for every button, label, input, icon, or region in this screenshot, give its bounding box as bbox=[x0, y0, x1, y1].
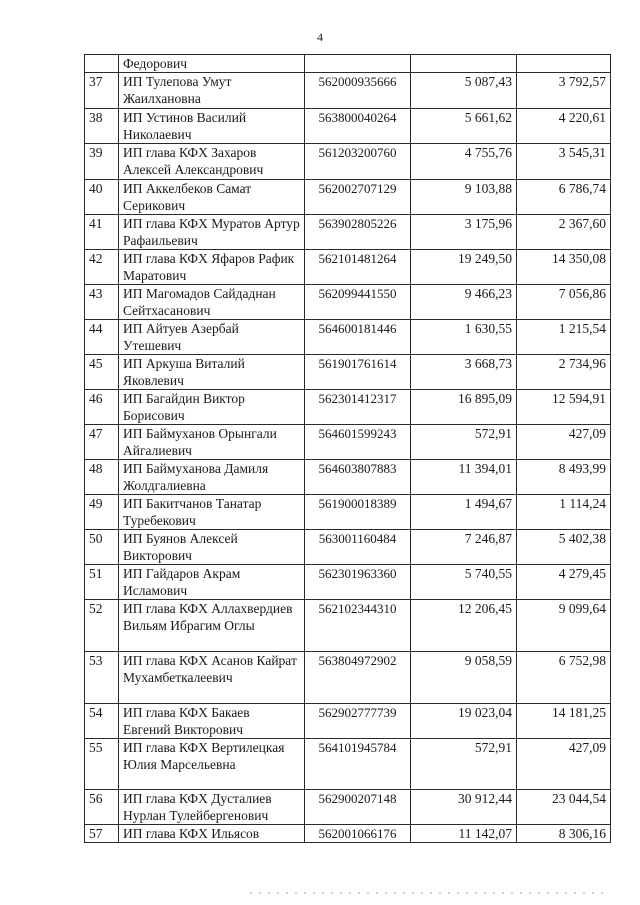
amount-subsidy: 9 099,64 bbox=[517, 600, 611, 652]
row-number: 42 bbox=[85, 250, 119, 285]
amount-total: 19 249,50 bbox=[411, 250, 517, 285]
registry-table bbox=[84, 54, 611, 843]
table-row bbox=[85, 73, 611, 109]
amount-subsidy: 7 056,86 bbox=[517, 285, 611, 320]
table-row bbox=[85, 825, 611, 843]
amount-total: 3 668,73 bbox=[411, 355, 517, 390]
row-number: 46 bbox=[85, 390, 119, 425]
inn-number: 561900018389 bbox=[305, 495, 411, 530]
inn-number: 564600181446 bbox=[305, 320, 411, 355]
row-number: 56 bbox=[85, 790, 119, 825]
amount-total: 11 394,01 bbox=[411, 460, 517, 495]
amount-subsidy: 12 594,91 bbox=[517, 390, 611, 425]
entrepreneur-name: ИП глава КФХ Муратов Артур Рафаильевич bbox=[119, 215, 305, 250]
amount-subsidy: 8 306,16 bbox=[517, 825, 611, 843]
table-row bbox=[85, 565, 611, 600]
scan-artifact-line bbox=[250, 892, 610, 894]
row-number: 51 bbox=[85, 565, 119, 600]
inn-number: 562900207148 bbox=[305, 790, 411, 825]
inn-number: 562099441550 bbox=[305, 285, 411, 320]
page-number: 4 bbox=[317, 30, 323, 44]
table-row bbox=[85, 600, 611, 652]
amount-total bbox=[411, 55, 517, 73]
row-number: 41 bbox=[85, 215, 119, 250]
amount-subsidy: 6 752,98 bbox=[517, 652, 611, 704]
inn-number: 562301412317 bbox=[305, 390, 411, 425]
table-row bbox=[85, 704, 611, 739]
amount-subsidy: 3 792,57 bbox=[517, 73, 611, 109]
entrepreneur-name: ИП глава КФХ Аллахвердиев Вильям Ибрагим Оглы bbox=[119, 600, 305, 652]
entrepreneur-name: ИП Баймуханова Дамиля Жолдгалиевна bbox=[119, 460, 305, 495]
table-row bbox=[85, 109, 611, 144]
inn-number: 563001160484 bbox=[305, 530, 411, 565]
amount-subsidy: 427,09 bbox=[517, 425, 611, 460]
inn-number: 561203200760 bbox=[305, 144, 411, 180]
row-number: 48 bbox=[85, 460, 119, 495]
inn-number: 564101945784 bbox=[305, 739, 411, 790]
row-number: 39 bbox=[85, 144, 119, 180]
inn-number: 562102344310 bbox=[305, 600, 411, 652]
inn-number: 562002707129 bbox=[305, 180, 411, 215]
row-number: 44 bbox=[85, 320, 119, 355]
row-number: 55 bbox=[85, 739, 119, 790]
amount-total: 5 087,43 bbox=[411, 73, 517, 109]
registry-table-body bbox=[85, 55, 611, 843]
inn-number: 564603807883 bbox=[305, 460, 411, 495]
table-row bbox=[85, 425, 611, 460]
table-row bbox=[85, 739, 611, 790]
entrepreneur-name: ИП глава КФХ Захаров Алексей Александрович bbox=[119, 144, 305, 180]
entrepreneur-name: ИП глава КФХ Дусталиев Нурлан Тулейбергенович bbox=[119, 790, 305, 825]
amount-total: 16 895,09 bbox=[411, 390, 517, 425]
amount-subsidy: 5 402,38 bbox=[517, 530, 611, 565]
entrepreneur-name: ИП Аккелбеков Самат Серикович bbox=[119, 180, 305, 215]
row-number: 45 bbox=[85, 355, 119, 390]
inn-number: 563804972902 bbox=[305, 652, 411, 704]
inn-number: 562301963360 bbox=[305, 565, 411, 600]
table-row bbox=[85, 285, 611, 320]
table-row bbox=[85, 790, 611, 825]
amount-subsidy: 4 220,61 bbox=[517, 109, 611, 144]
row-number: 47 bbox=[85, 425, 119, 460]
table-row bbox=[85, 144, 611, 180]
row-number: 38 bbox=[85, 109, 119, 144]
entrepreneur-name: ИП Буянов Алексей Викторович bbox=[119, 530, 305, 565]
amount-total: 4 755,76 bbox=[411, 144, 517, 180]
amount-total: 19 023,04 bbox=[411, 704, 517, 739]
amount-subsidy: 3 545,31 bbox=[517, 144, 611, 180]
entrepreneur-name: ИП Айтуев Азербай Утешевич bbox=[119, 320, 305, 355]
amount-total: 1 494,67 bbox=[411, 495, 517, 530]
inn-number: 562001066176 bbox=[305, 825, 411, 843]
amount-subsidy: 23 044,54 bbox=[517, 790, 611, 825]
amount-total: 12 206,45 bbox=[411, 600, 517, 652]
amount-total: 9 466,23 bbox=[411, 285, 517, 320]
table-row bbox=[85, 390, 611, 425]
entrepreneur-name: Федорович bbox=[119, 55, 305, 73]
amount-subsidy: 1 114,24 bbox=[517, 495, 611, 530]
row-number: 37 bbox=[85, 73, 119, 109]
entrepreneur-name: ИП глава КФХ Яфаров Рафик Маратович bbox=[119, 250, 305, 285]
entrepreneur-name: ИП глава КФХ Асанов Кайрат Мухамбеткалеевич bbox=[119, 652, 305, 704]
entrepreneur-name: ИП Баймуханов Орынгали Айгалиевич bbox=[119, 425, 305, 460]
row-number: 53 bbox=[85, 652, 119, 704]
entrepreneur-name: ИП Магомадов Сайдаднан Сейтхасанович bbox=[119, 285, 305, 320]
amount-subsidy: 14 350,08 bbox=[517, 250, 611, 285]
table-row bbox=[85, 652, 611, 704]
amount-subsidy: 1 215,54 bbox=[517, 320, 611, 355]
table-row bbox=[85, 320, 611, 355]
entrepreneur-name: ИП глава КФХ Бакаев Евгений Викторович bbox=[119, 704, 305, 739]
row-number: 43 bbox=[85, 285, 119, 320]
table-row bbox=[85, 530, 611, 565]
amount-total: 11 142,07 bbox=[411, 825, 517, 843]
entrepreneur-name: ИП глава КФХ Вертилецкая Юлия Марсельевна bbox=[119, 739, 305, 790]
amount-total: 5 661,62 bbox=[411, 109, 517, 144]
amount-total: 1 630,55 bbox=[411, 320, 517, 355]
amount-total: 30 912,44 bbox=[411, 790, 517, 825]
inn-number: 563800040264 bbox=[305, 109, 411, 144]
row-number bbox=[85, 55, 119, 73]
entrepreneur-name: ИП глава КФХ Ильясов bbox=[119, 825, 305, 843]
inn-number: 564601599243 bbox=[305, 425, 411, 460]
entrepreneur-name: ИП Багайдин Виктор Борисович bbox=[119, 390, 305, 425]
table-row bbox=[85, 215, 611, 250]
table-row bbox=[85, 250, 611, 285]
inn-number: 562101481264 bbox=[305, 250, 411, 285]
amount-subsidy bbox=[517, 55, 611, 73]
inn-number: 562000935666 bbox=[305, 73, 411, 109]
entrepreneur-name: ИП Бакитчанов Танатар Туребекович bbox=[119, 495, 305, 530]
amount-total: 5 740,55 bbox=[411, 565, 517, 600]
entrepreneur-name: ИП Устинов Василий Николаевич bbox=[119, 109, 305, 144]
amount-subsidy: 8 493,99 bbox=[517, 460, 611, 495]
amount-total: 9 103,88 bbox=[411, 180, 517, 215]
row-number: 50 bbox=[85, 530, 119, 565]
entrepreneur-name: ИП Аркуша Виталий Яковлевич bbox=[119, 355, 305, 390]
table-row bbox=[85, 55, 611, 73]
inn-number: 563902805226 bbox=[305, 215, 411, 250]
amount-subsidy: 2 367,60 bbox=[517, 215, 611, 250]
inn-number bbox=[305, 55, 411, 73]
amount-subsidy: 4 279,45 bbox=[517, 565, 611, 600]
table-row bbox=[85, 460, 611, 495]
amount-total: 3 175,96 bbox=[411, 215, 517, 250]
entrepreneur-name: ИП Гайдаров Акрам Исламович bbox=[119, 565, 305, 600]
table-row bbox=[85, 495, 611, 530]
inn-number: 561901761614 bbox=[305, 355, 411, 390]
amount-total: 572,91 bbox=[411, 739, 517, 790]
amount-total: 7 246,87 bbox=[411, 530, 517, 565]
amount-subsidy: 14 181,25 bbox=[517, 704, 611, 739]
entrepreneur-name: ИП Тулепова Умут Жаилхановна bbox=[119, 73, 305, 109]
amount-subsidy: 6 786,74 bbox=[517, 180, 611, 215]
amount-total: 9 058,59 bbox=[411, 652, 517, 704]
row-number: 40 bbox=[85, 180, 119, 215]
row-number: 57 bbox=[85, 825, 119, 843]
amount-total: 572,91 bbox=[411, 425, 517, 460]
table-row bbox=[85, 355, 611, 390]
inn-number: 562902777739 bbox=[305, 704, 411, 739]
row-number: 54 bbox=[85, 704, 119, 739]
amount-subsidy: 2 734,96 bbox=[517, 355, 611, 390]
row-number: 52 bbox=[85, 600, 119, 652]
row-number: 49 bbox=[85, 495, 119, 530]
amount-subsidy: 427,09 bbox=[517, 739, 611, 790]
table-row bbox=[85, 180, 611, 215]
